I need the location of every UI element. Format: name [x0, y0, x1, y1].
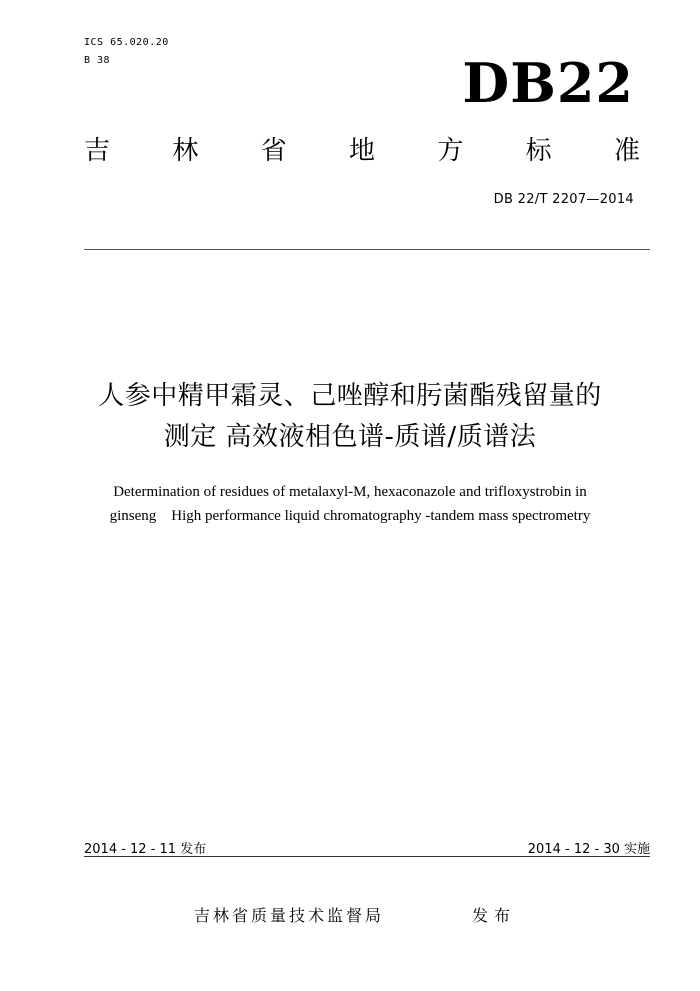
clc-code: B 38	[84, 55, 111, 66]
footer-divider	[84, 856, 650, 857]
standard-type-char: 地	[348, 136, 375, 166]
standard-logo: DB22	[462, 51, 634, 115]
english-title-line-1: Determination of residues of metalaxyl-M, hexaconazole and trifloxystrobin in	[113, 484, 587, 500]
standard-type-char: 标	[525, 136, 552, 166]
standard-type-char: 林	[172, 136, 199, 166]
header-divider	[84, 249, 650, 250]
standard-number: DB 22/T 2207—2014	[493, 192, 634, 207]
standard-type-char: 准	[613, 136, 640, 166]
standard-type-char: 吉	[84, 136, 111, 166]
english-title-line-2: ginseng High performance liquid chromatography -tandem mass spectrometry	[109, 508, 591, 524]
issue-label: 发布	[472, 906, 517, 925]
implementation-date: 2014 - 12 - 30 实施	[527, 842, 650, 857]
ics-code: ICS 65.020.20	[84, 37, 169, 48]
issue-date: 2014 - 12 - 11 发布	[84, 842, 207, 857]
chinese-title-line-1: 人参中精甲霜灵、己唑醇和肟菌酯残留量的	[98, 381, 602, 411]
chinese-title-line-2: 测定 高效液相色谱-质谱/质谱法	[163, 422, 537, 452]
standard-type-char: 方	[437, 136, 464, 166]
issuing-authority: 吉林省质量技术监督局	[194, 906, 385, 925]
standard-type-char: 省	[260, 136, 287, 166]
standard-type-heading	[84, 138, 640, 164]
